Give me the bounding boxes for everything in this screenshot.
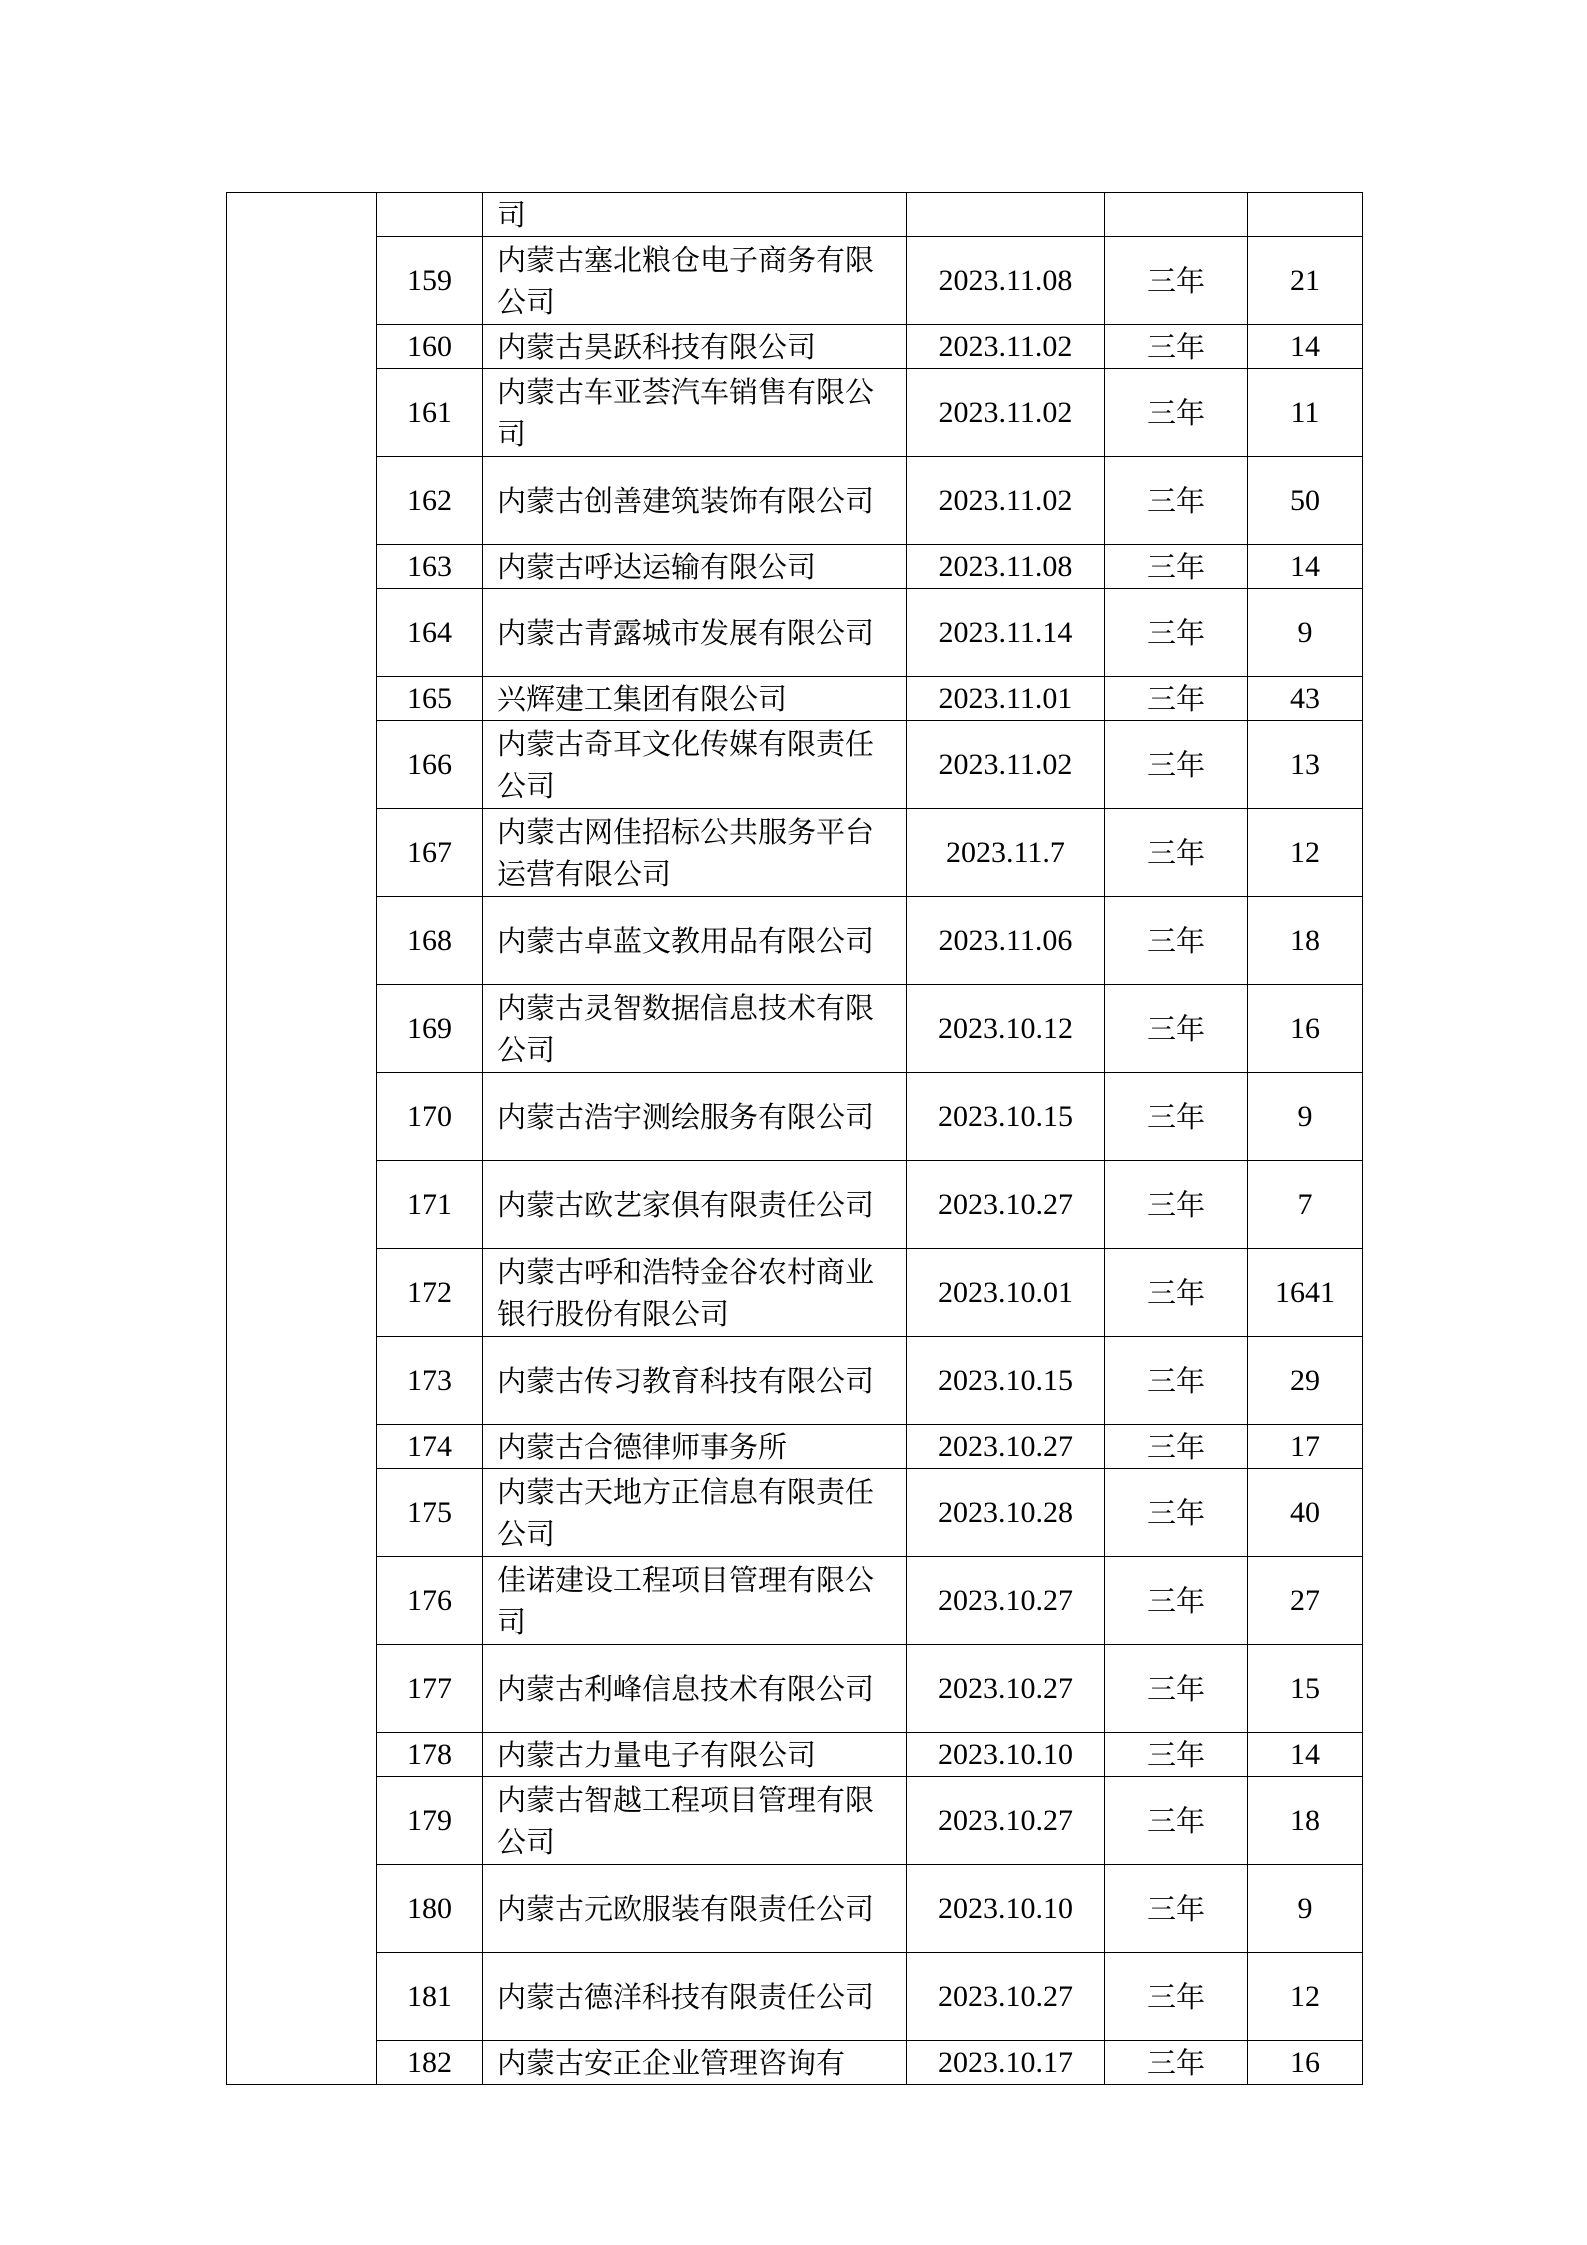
date-cell: 2023.10.27 <box>907 1645 1105 1733</box>
table-row <box>227 589 1363 677</box>
company-name-cell: 内蒙古呼和浩特金谷农村商业银行股份有限公司 <box>483 1249 907 1337</box>
company-name-cell: 内蒙古合德律师事务所 <box>483 1425 907 1469</box>
row-index-cell: 159 <box>377 237 483 325</box>
date-cell: 2023.11.01 <box>907 677 1105 721</box>
date-cell: 2023.11.02 <box>907 325 1105 369</box>
table-row <box>227 809 1363 897</box>
row-index-cell: 178 <box>377 1733 483 1777</box>
table-row-continuation <box>227 193 1363 237</box>
date-cell: 2023.11.02 <box>907 457 1105 545</box>
count-cell: 9 <box>1248 1865 1363 1953</box>
count-cell: 43 <box>1248 677 1363 721</box>
table-row <box>227 1337 1363 1425</box>
term-cell: 三年 <box>1105 1161 1248 1249</box>
count-cell: 16 <box>1248 985 1363 1073</box>
company-name-cell: 内蒙古力量电子有限公司 <box>483 1733 907 1777</box>
row-index-cell: 166 <box>377 721 483 809</box>
table-row <box>227 457 1363 545</box>
date-cell: 2023.11.02 <box>907 369 1105 457</box>
row-index-cell: 165 <box>377 677 483 721</box>
date-cell <box>907 193 1105 237</box>
company-name-cell: 内蒙古网佳招标公共服务平台运营有限公司 <box>483 809 907 897</box>
table-row <box>227 677 1363 721</box>
date-cell: 2023.10.15 <box>907 1337 1105 1425</box>
row-index-cell: 161 <box>377 369 483 457</box>
table-row <box>227 721 1363 809</box>
term-cell: 三年 <box>1105 1645 1248 1733</box>
term-cell: 三年 <box>1105 589 1248 677</box>
term-cell: 三年 <box>1105 545 1248 589</box>
company-name-cell: 兴辉建工集团有限公司 <box>483 677 907 721</box>
row-index-cell: 173 <box>377 1337 483 1425</box>
table-row <box>227 2041 1363 2085</box>
table-row <box>227 325 1363 369</box>
count-cell: 18 <box>1248 897 1363 985</box>
row-index-cell: 177 <box>377 1645 483 1733</box>
row-index-cell: 160 <box>377 325 483 369</box>
company-name-cell: 佳诺建设工程项目管理有限公司 <box>483 1557 907 1645</box>
term-cell: 三年 <box>1105 1073 1248 1161</box>
table-row <box>227 897 1363 985</box>
table-row <box>227 237 1363 325</box>
row-index-cell: 181 <box>377 1953 483 2041</box>
row-index-cell: 182 <box>377 2041 483 2085</box>
table-row <box>227 1865 1363 1953</box>
company-name-cell: 内蒙古元欧服装有限责任公司 <box>483 1865 907 1953</box>
count-cell: 15 <box>1248 1645 1363 1733</box>
table-row <box>227 1645 1363 1733</box>
company-name-cell: 内蒙古浩宇测绘服务有限公司 <box>483 1073 907 1161</box>
company-name-cell: 内蒙古创善建筑装饰有限公司 <box>483 457 907 545</box>
count-cell: 9 <box>1248 589 1363 677</box>
term-cell: 三年 <box>1105 1425 1248 1469</box>
table-row <box>227 1249 1363 1337</box>
table-row <box>227 1557 1363 1645</box>
company-name-cell: 内蒙古灵智数据信息技术有限公司 <box>483 985 907 1073</box>
row-index-cell: 172 <box>377 1249 483 1337</box>
row-index-cell: 168 <box>377 897 483 985</box>
table-row <box>227 1073 1363 1161</box>
count-cell: 17 <box>1248 1425 1363 1469</box>
date-cell: 2023.10.10 <box>907 1865 1105 1953</box>
count-cell: 7 <box>1248 1161 1363 1249</box>
table-row <box>227 1469 1363 1557</box>
company-name-cell: 内蒙古塞北粮仓电子商务有限公司 <box>483 237 907 325</box>
table-row <box>227 1777 1363 1865</box>
company-name-cell: 内蒙古奇耳文化传媒有限责任公司 <box>483 721 907 809</box>
date-cell: 2023.10.17 <box>907 2041 1105 2085</box>
term-cell: 三年 <box>1105 1865 1248 1953</box>
count-cell: 29 <box>1248 1337 1363 1425</box>
term-cell: 三年 <box>1105 721 1248 809</box>
count-cell: 14 <box>1248 1733 1363 1777</box>
company-name-cell: 内蒙古呼达运输有限公司 <box>483 545 907 589</box>
row-index-cell: 163 <box>377 545 483 589</box>
company-name-cell: 内蒙古车亚荟汽车销售有限公司 <box>483 369 907 457</box>
date-cell: 2023.10.28 <box>907 1469 1105 1557</box>
date-cell: 2023.10.27 <box>907 1557 1105 1645</box>
row-index-cell: 170 <box>377 1073 483 1161</box>
table-row <box>227 1953 1363 2041</box>
term-cell: 三年 <box>1105 985 1248 1073</box>
date-cell: 2023.11.08 <box>907 545 1105 589</box>
date-cell: 2023.11.7 <box>907 809 1105 897</box>
term-cell: 三年 <box>1105 1249 1248 1337</box>
count-cell: 18 <box>1248 1777 1363 1865</box>
term-cell: 三年 <box>1105 809 1248 897</box>
term-cell: 三年 <box>1105 677 1248 721</box>
date-cell: 2023.10.10 <box>907 1733 1105 1777</box>
date-cell: 2023.10.27 <box>907 1777 1105 1865</box>
term-cell: 三年 <box>1105 1733 1248 1777</box>
count-cell: 16 <box>1248 2041 1363 2085</box>
count-cell: 14 <box>1248 325 1363 369</box>
date-cell: 2023.11.06 <box>907 897 1105 985</box>
table-row <box>227 369 1363 457</box>
company-name-cell: 内蒙古天地方正信息有限责任公司 <box>483 1469 907 1557</box>
company-name-cell: 内蒙古传习教育科技有限公司 <box>483 1337 907 1425</box>
company-name-cell: 司 <box>483 193 907 237</box>
count-cell: 11 <box>1248 369 1363 457</box>
row-index-cell <box>377 193 483 237</box>
term-cell <box>1105 193 1248 237</box>
term-cell: 三年 <box>1105 1953 1248 2041</box>
row-index-cell: 169 <box>377 985 483 1073</box>
term-cell: 三年 <box>1105 2041 1248 2085</box>
table-row <box>227 1161 1363 1249</box>
date-cell: 2023.10.01 <box>907 1249 1105 1337</box>
table-row <box>227 545 1363 589</box>
row-index-cell: 162 <box>377 457 483 545</box>
count-cell: 12 <box>1248 1953 1363 2041</box>
company-name-cell: 内蒙古昊跃科技有限公司 <box>483 325 907 369</box>
count-cell: 9 <box>1248 1073 1363 1161</box>
term-cell: 三年 <box>1105 457 1248 545</box>
term-cell: 三年 <box>1105 1469 1248 1557</box>
count-cell: 14 <box>1248 545 1363 589</box>
row-index-cell: 174 <box>377 1425 483 1469</box>
table-row <box>227 985 1363 1073</box>
company-name-cell: 内蒙古青露城市发展有限公司 <box>483 589 907 677</box>
term-cell: 三年 <box>1105 369 1248 457</box>
count-cell: 50 <box>1248 457 1363 545</box>
term-cell: 三年 <box>1105 1337 1248 1425</box>
count-cell: 27 <box>1248 1557 1363 1645</box>
row-index-cell: 180 <box>377 1865 483 1953</box>
count-cell: 21 <box>1248 237 1363 325</box>
row-index-cell: 175 <box>377 1469 483 1557</box>
date-cell: 2023.10.27 <box>907 1425 1105 1469</box>
company-name-cell: 内蒙古利峰信息技术有限公司 <box>483 1645 907 1733</box>
term-cell: 三年 <box>1105 325 1248 369</box>
count-cell: 13 <box>1248 721 1363 809</box>
company-name-cell: 内蒙古欧艺家俱有限责任公司 <box>483 1161 907 1249</box>
date-cell: 2023.10.12 <box>907 985 1105 1073</box>
count-cell: 12 <box>1248 809 1363 897</box>
table-row <box>227 1733 1363 1777</box>
count-cell: 1641 <box>1248 1249 1363 1337</box>
table-row <box>227 1425 1363 1469</box>
company-name-cell: 内蒙古卓蓝文教用品有限公司 <box>483 897 907 985</box>
term-cell: 三年 <box>1105 1777 1248 1865</box>
term-cell: 三年 <box>1105 1557 1248 1645</box>
date-cell: 2023.11.08 <box>907 237 1105 325</box>
row-index-cell: 171 <box>377 1161 483 1249</box>
count-cell: 40 <box>1248 1469 1363 1557</box>
date-cell: 2023.11.02 <box>907 721 1105 809</box>
date-cell: 2023.11.14 <box>907 589 1105 677</box>
date-cell: 2023.10.27 <box>907 1161 1105 1249</box>
company-name-cell: 内蒙古安正企业管理咨询有 <box>483 2041 907 2085</box>
row-index-cell: 179 <box>377 1777 483 1865</box>
term-cell: 三年 <box>1105 897 1248 985</box>
company-name-cell: 内蒙古智越工程项目管理有限公司 <box>483 1777 907 1865</box>
company-list-table <box>226 192 1363 2085</box>
company-name-cell: 内蒙古德洋科技有限责任公司 <box>483 1953 907 2041</box>
term-cell: 三年 <box>1105 237 1248 325</box>
table-body <box>227 193 1363 2085</box>
row-index-cell: 167 <box>377 809 483 897</box>
date-cell: 2023.10.27 <box>907 1953 1105 2041</box>
date-cell: 2023.10.15 <box>907 1073 1105 1161</box>
row-index-cell: 176 <box>377 1557 483 1645</box>
count-cell <box>1248 193 1363 237</box>
row-index-cell: 164 <box>377 589 483 677</box>
merged-category-cell <box>227 193 377 2085</box>
